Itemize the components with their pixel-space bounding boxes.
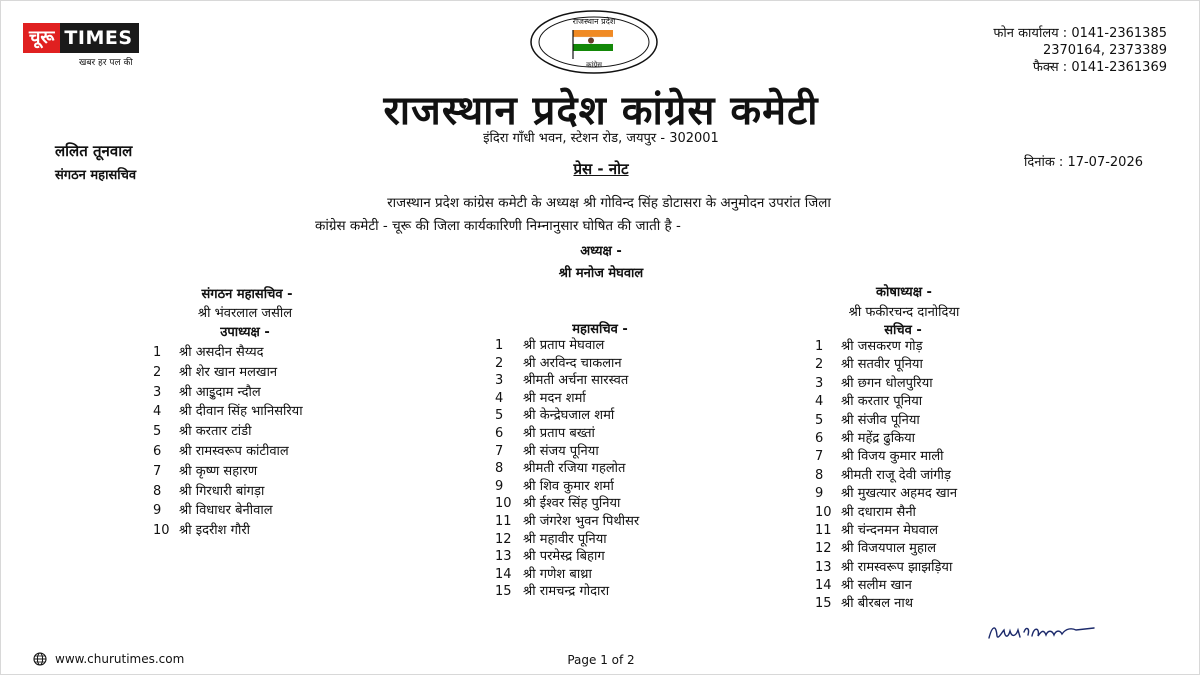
- list-item-number: 11: [495, 513, 512, 529]
- vice-president-title: उपाध्यक्ष -: [220, 325, 270, 340]
- sangathan-name: श्री भंवरलाल जसील: [197, 306, 293, 321]
- list-item-name: श्री विजय कुमार माली: [841, 449, 944, 465]
- treasurer-title: कोषाध्यक्ष -: [876, 285, 932, 300]
- list-item-name: श्री मुखत्यार अहमद खान: [841, 486, 958, 502]
- list-item: [815, 559, 957, 577]
- press-note-heading: प्रेस - नोट: [573, 160, 629, 178]
- sangathan-title: संगठन महासचिव -: [201, 287, 293, 302]
- list-item-number: 3: [495, 373, 504, 389]
- list-item: [153, 363, 303, 383]
- list-item-number: 7: [495, 443, 504, 459]
- list-item: [495, 548, 639, 566]
- list-item-number: 4: [815, 394, 824, 410]
- president-title: अध्यक्ष -: [580, 244, 622, 259]
- list-item-name: श्री शेर खान मलखान: [179, 364, 278, 380]
- list-item-name: श्री छगन धोलपुरिया: [841, 375, 933, 391]
- org-address: इंदिरा गाँधी भवन, स्टेशन रोड, जयपुर - 302001: [483, 131, 719, 146]
- list-item: [495, 513, 639, 531]
- list-item-number: 10: [153, 523, 170, 539]
- list-item-number: 4: [153, 404, 162, 420]
- list-item-name: श्री जसकरण गोड़: [841, 339, 923, 354]
- list-item-name: श्री असदीन सैय्यद: [179, 345, 264, 360]
- list-item: [153, 501, 303, 521]
- list-item-name: श्री ईश्वर सिंह पुनिया: [523, 496, 621, 512]
- list-item-name: श्री महेंद्र ढुकिया: [841, 430, 915, 446]
- handwritten-signature: [986, 618, 1101, 644]
- list-item: [495, 443, 639, 461]
- list-item-number: 1: [153, 345, 162, 360]
- congress-emblem: [529, 9, 659, 75]
- list-item-name: श्री परमेस्द्र बिहाग: [523, 549, 605, 565]
- secretary-title: सचिव -: [884, 323, 922, 338]
- general-secretary-list: [495, 337, 639, 601]
- list-item-name: श्री मदन शर्मा: [523, 390, 586, 406]
- list-item: [495, 478, 639, 496]
- list-item-number: 2: [153, 364, 162, 380]
- emblem-bottom-text: कांग्रेस: [586, 61, 602, 69]
- list-item-name: श्री दीवान सिंह भानिसरिया: [179, 404, 303, 420]
- list-item-name: श्री रामचन्द्र गोदारा: [523, 584, 610, 600]
- intro-line-1: राजस्थान प्रदेश कांग्रेस कमेटी के अध्यक्ष श्री गोविन्द सिंह डोटासरा के अनुमोदन उपरांत जिला: [387, 195, 831, 211]
- list-item-number: 5: [153, 424, 162, 440]
- list-item-number: 3: [153, 384, 162, 400]
- list-item: [815, 393, 957, 411]
- list-item-name: श्री गिरधारी बांगड़ा: [179, 483, 265, 499]
- list-item: [495, 407, 639, 425]
- list-item: [815, 595, 957, 613]
- list-item: [495, 583, 639, 601]
- list-item-name: श्री केन्द्रेघजाल शर्मा: [523, 408, 615, 424]
- list-item-name: श्री अरविन्द चाकलान: [523, 355, 622, 371]
- vice-president-list: [153, 343, 303, 541]
- list-item: [815, 338, 957, 356]
- list-item-number: 1: [495, 338, 504, 353]
- contact-line: फैक्स : 0141-2361369: [1032, 60, 1167, 75]
- list-item: [815, 448, 957, 466]
- list-item-number: 12: [495, 531, 512, 547]
- list-item-number: 1: [815, 339, 824, 354]
- president-name: श्री मनोज मेघवाल: [558, 266, 644, 281]
- list-item-name: श्री संजीव पूनिया: [841, 412, 920, 428]
- list-item-number: 8: [153, 483, 162, 499]
- list-item: [153, 422, 303, 442]
- list-item-name: श्री प्रताप बख्तां: [523, 425, 595, 441]
- list-item-number: 3: [815, 375, 824, 391]
- list-item: [495, 372, 639, 390]
- emblem-top-text: राजस्थान प्रदेश: [572, 17, 616, 26]
- list-item-name: श्री विधाधर बेनीवाल: [179, 503, 273, 519]
- list-item-name: श्री गणेश बाथ्रा: [523, 566, 592, 582]
- list-item-name: श्री कृष्ण सहारण: [179, 463, 258, 479]
- logo-tagline: खबर हर पल की: [79, 58, 133, 68]
- list-item-number: 8: [495, 461, 504, 477]
- list-item-number: 6: [153, 443, 162, 459]
- list-item: [815, 356, 957, 374]
- list-item-number: 15: [815, 596, 832, 612]
- contact-line: 2370164, 2373389: [1042, 43, 1167, 58]
- list-item: [495, 495, 639, 513]
- list-item: [495, 425, 639, 443]
- list-item-name: श्रीमती अर्चना सारस्वत: [523, 373, 629, 389]
- list-item-name: श्री शिव कुमार शर्मा: [523, 478, 614, 494]
- list-item-number: 8: [815, 467, 824, 483]
- list-item-number: 9: [495, 478, 504, 494]
- list-item: [815, 522, 957, 540]
- list-item-number: 13: [495, 549, 512, 565]
- list-item-number: 2: [495, 355, 504, 371]
- list-item-number: 10: [815, 504, 832, 520]
- flag-hand-symbol: [588, 38, 594, 44]
- list-item-number: 9: [815, 486, 824, 502]
- list-item: [495, 531, 639, 549]
- list-item-name: श्री विजयपाल मुहाल: [841, 541, 937, 557]
- list-item-number: 5: [495, 408, 504, 424]
- intro-line-2: कांग्रेस कमेटी - चूरू की जिला कार्यकारिणी निम्नानुसार घोषित की जाती है -: [315, 218, 681, 234]
- list-item: [495, 337, 639, 355]
- general-secretary-title: महासचिव -: [572, 322, 628, 337]
- list-item: [153, 482, 303, 502]
- list-item: [815, 467, 957, 485]
- list-item-number: 5: [815, 412, 824, 428]
- list-item-name: श्री दधाराम सैनी: [841, 504, 916, 520]
- list-item-name: श्री रामस्वरूप कांटीवाल: [179, 443, 289, 459]
- list-item: [153, 462, 303, 482]
- list-item: [495, 460, 639, 478]
- list-item-name: श्री करतार टांडी: [179, 424, 252, 440]
- list-item: [153, 383, 303, 403]
- list-item: [815, 412, 957, 430]
- page-number: Page 1 of 2: [567, 653, 635, 667]
- list-item-number: 14: [495, 566, 512, 582]
- list-item-number: 11: [815, 522, 832, 538]
- list-item-name: श्री संजय पूनिया: [523, 443, 599, 459]
- flag-saffron: [573, 30, 613, 37]
- signatory-designation: संगठन महासचिव: [55, 168, 137, 183]
- list-item: [815, 577, 957, 595]
- list-item-name: श्रीमती रजिया गहलोत: [523, 461, 626, 477]
- date: दिनांक : 17-07-2026: [1023, 155, 1143, 170]
- list-item-number: 4: [495, 390, 504, 406]
- list-item-name: श्री जंगरेश भुवन पिथीसर: [523, 513, 640, 529]
- list-item: [153, 402, 303, 422]
- list-item: [815, 485, 957, 503]
- list-item-number: 15: [495, 584, 512, 600]
- list-item-name: श्रीमती राजू देवी जांगीड़: [841, 467, 952, 483]
- logo-hindi-text: चूरू: [23, 23, 60, 53]
- list-item: [815, 430, 957, 448]
- list-item-name: श्री प्रताप मेघवाल: [523, 338, 605, 353]
- signatory-name: ललित तूनवाल: [55, 142, 133, 160]
- list-item-name: श्री चंन्दनमन मेघवाल: [841, 522, 939, 538]
- contact-line: फोन कार्यालय : 0141-2361385: [993, 26, 1167, 41]
- list-item-number: 2: [815, 357, 824, 373]
- list-item: [153, 343, 303, 363]
- logo-times-text: TIMES: [60, 23, 138, 53]
- secretary-list: [815, 338, 957, 614]
- list-item-number: 7: [815, 449, 824, 465]
- list-item-number: 14: [815, 578, 832, 594]
- org-title: राजस्थान प्रदेश कांग्रेस कमेटी: [383, 87, 819, 134]
- list-item: [495, 355, 639, 373]
- list-item-number: 6: [495, 425, 504, 441]
- list-item: [153, 521, 303, 541]
- list-item-name: श्री सतवीर पूनिया: [841, 357, 923, 373]
- list-item-number: 9: [153, 503, 162, 519]
- list-item-number: 13: [815, 559, 832, 575]
- flag-green: [573, 44, 613, 51]
- list-item-number: 6: [815, 430, 824, 446]
- list-item: [815, 504, 957, 522]
- list-item-name: श्री महावीर पूनिया: [523, 531, 607, 547]
- list-item: [495, 566, 639, 584]
- list-item-name: श्री करतार पूनिया: [841, 394, 923, 410]
- list-item-name: श्री बीरबल नाथ: [841, 596, 914, 612]
- churu-times-logo: [23, 23, 139, 53]
- treasurer-name: श्री फकीरचन्द दानोदिया: [848, 305, 960, 320]
- list-item-number: 7: [153, 463, 162, 479]
- list-item-number: 12: [815, 541, 832, 557]
- list-item: [495, 390, 639, 408]
- list-item: [815, 540, 957, 558]
- list-item-number: 10: [495, 496, 512, 512]
- contact-info: [993, 25, 1167, 76]
- list-item-name: श्री सलीम खान: [841, 578, 912, 594]
- list-item-name: श्री आइुदाम न्दौल: [179, 384, 261, 400]
- list-item-name: श्री इदरीश गौरी: [179, 523, 251, 539]
- website-text: www.churutimes.com: [55, 652, 185, 666]
- list-item: [815, 375, 957, 393]
- list-item-name: श्री रामस्वरूप झाझड़िया: [841, 559, 953, 575]
- list-item: [153, 442, 303, 462]
